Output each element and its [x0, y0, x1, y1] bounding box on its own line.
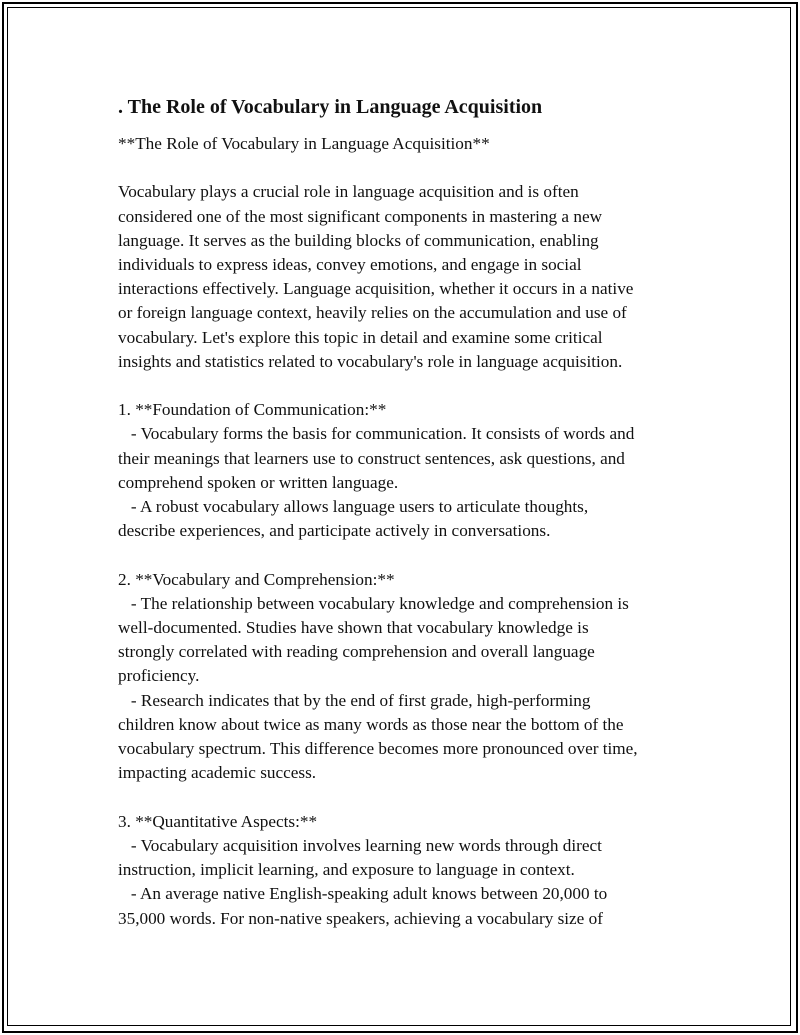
document-body: **The Role of Vocabulary in Language Acquisition** Vocabulary plays a crucial role in language acquisition and is often considered one of the most significant components in mastering a new language. It serves as the building blocks of communication, enabling individuals to express ideas, convey emotions, and engage in social interactions effectively. Language acquisition, whether it occurs in a native or foreign language context, heavily relies on the accumulation and use of vocabulary. Let's explore this topic in detail and examine some critical insights and statistics related to vocabulary's role in language acquisition. 1. **Foundation of Communication:** - Vocabulary forms the basis for communication. It consists of words and their meanings that learners use to construct sentences, ask questions, and comprehend spoken or written language. - A robust vocabulary allows language users to articulate thoughts, describe experiences, and participate actively in conversations. 2. **Vocabulary and Comprehension:** - The relationship between vocabulary knowledge and comprehension is well-documented. Studies have shown that vocabulary knowledge is strongly correlated with reading comprehension and overall language proficiency. - Research indicates that by the end of first grade, high-performing children know about twice as many words as those near the bottom of the vocabulary spectrum. This difference becomes more pronounced over time, impacting academic success. 3. **Quantitative Aspects:** - Vocabulary acquisition involves learning new words through direct instruction, implicit learning, and exposure to language in context. - An average native English-speaking adult knows between 20,000 to 35,000 words. For non-native speakers, achieving a vocabulary size of: [118, 134, 638, 928]
document-title: . The Role of Vocabulary in Language Acquisition: [118, 96, 543, 118]
document-content: [118, 94, 688, 931]
